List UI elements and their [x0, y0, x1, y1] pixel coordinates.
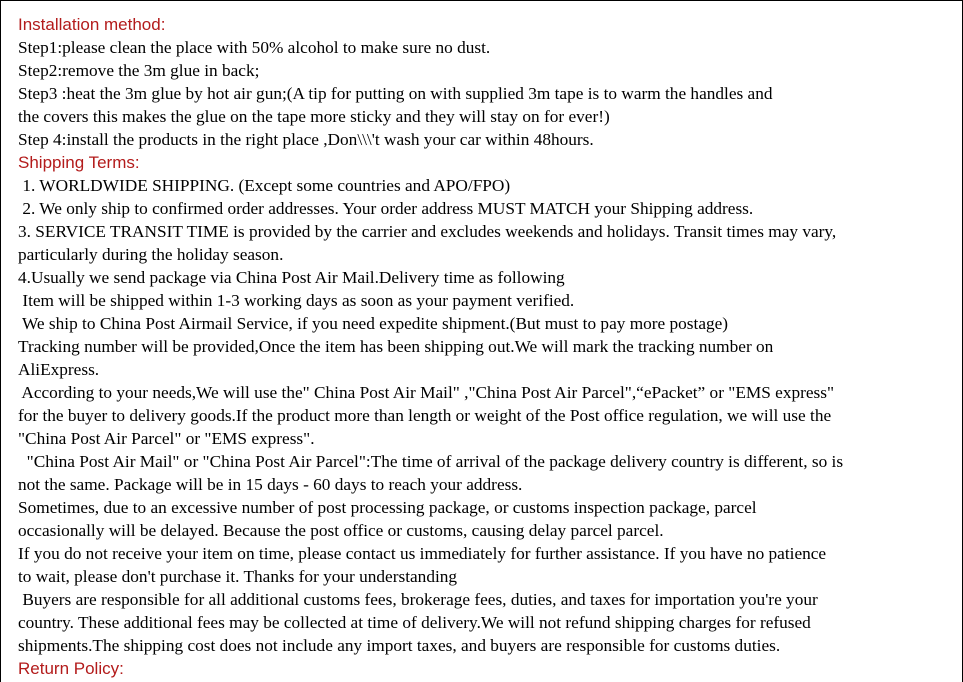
shipping-line: AliExpress.	[18, 360, 100, 379]
document-body	[18, 13, 948, 680]
shipping-line: "China Post Air Mail" or "China Post Air Parcel":The time of arrival of the package delivery country is different, so is	[18, 452, 844, 471]
installation-line: the covers this makes the glue on the tape more sticky and they will stay on for ever!)	[18, 107, 610, 126]
installation-line: Step 4:install the products in the right place ,Don\\\'t wash your car within 48hours.	[18, 130, 594, 149]
shipping-line: to wait, please don't purchase it. Thanks for your understanding	[18, 567, 458, 586]
shipping-line: We ship to China Post Airmail Service, if you need expedite shipment.(But must to pay more postage)	[18, 314, 729, 333]
shipping-line: 1. WORLDWIDE SHIPPING. (Except some countries and APO/FPO)	[18, 176, 511, 195]
shipping-line: "China Post Air Parcel" or "EMS express".	[18, 429, 315, 448]
shipping-section	[18, 174, 948, 657]
shipping-line: country. These additional fees may be collected at time of delivery.We will not refund shipping charges for refused	[18, 613, 811, 632]
shipping-heading: Shipping Terms:	[18, 153, 140, 172]
shipping-line: Sometimes, due to an excessive number of post processing package, or customs inspection package, parcel	[18, 498, 757, 517]
installation-line: Step1:please clean the place with 50% alcohol to make sure no dust.	[18, 38, 491, 57]
return-policy-heading: Return Policy:	[18, 659, 124, 678]
shipping-line: Buyers are responsible for all additional customs fees, brokerage fees, duties, and taxes for importation you're your	[18, 590, 818, 609]
shipping-line: not the same. Package will be in 15 days - 60 days to reach your address.	[18, 475, 523, 494]
shipping-line: 2. We only ship to confirmed order addresses. Your order address MUST MATCH your Shipping address.	[18, 199, 754, 218]
shipping-line: Item will be shipped within 1-3 working days as soon as your payment verified.	[18, 291, 575, 310]
shipping-line: 3. SERVICE TRANSIT TIME is provided by the carrier and excludes weekends and holidays. Transit times may vary,	[18, 222, 837, 241]
installation-line: Step3 :heat the 3m glue by hot air gun;(A tip for putting on with supplied 3m tape is to warm the handles and	[18, 84, 773, 103]
shipping-line: shipments.The shipping cost does not include any import taxes, and buyers are responsible for customs duties.	[18, 636, 781, 655]
shipping-line: If you do not receive your item on time, please contact us immediately for further assistance. If you have no patience	[18, 544, 827, 563]
installation-line: Step2:remove the 3m glue in back;	[18, 61, 260, 80]
shipping-line: According to your needs,We will use the" China Post Air Mail" ,"China Post Air Parcel",“ePacket” or "EMS express"	[18, 383, 835, 402]
shipping-line: particularly during the holiday season.	[18, 245, 284, 264]
installation-heading: Installation method:	[18, 15, 166, 34]
shipping-line: occasionally will be delayed. Because the post office or customs, causing delay parcel parcel.	[18, 521, 664, 540]
installation-section	[18, 36, 948, 151]
shipping-line: for the buyer to delivery goods.If the product more than length or weight of the Post office regulation, we will use the	[18, 406, 832, 425]
shipping-line: Tracking number will be provided,Once the item has been shipping out.We will mark the tracking number on	[18, 337, 774, 356]
shipping-line: 4.Usually we send package via China Post Air Mail.Delivery time as following	[18, 268, 565, 287]
